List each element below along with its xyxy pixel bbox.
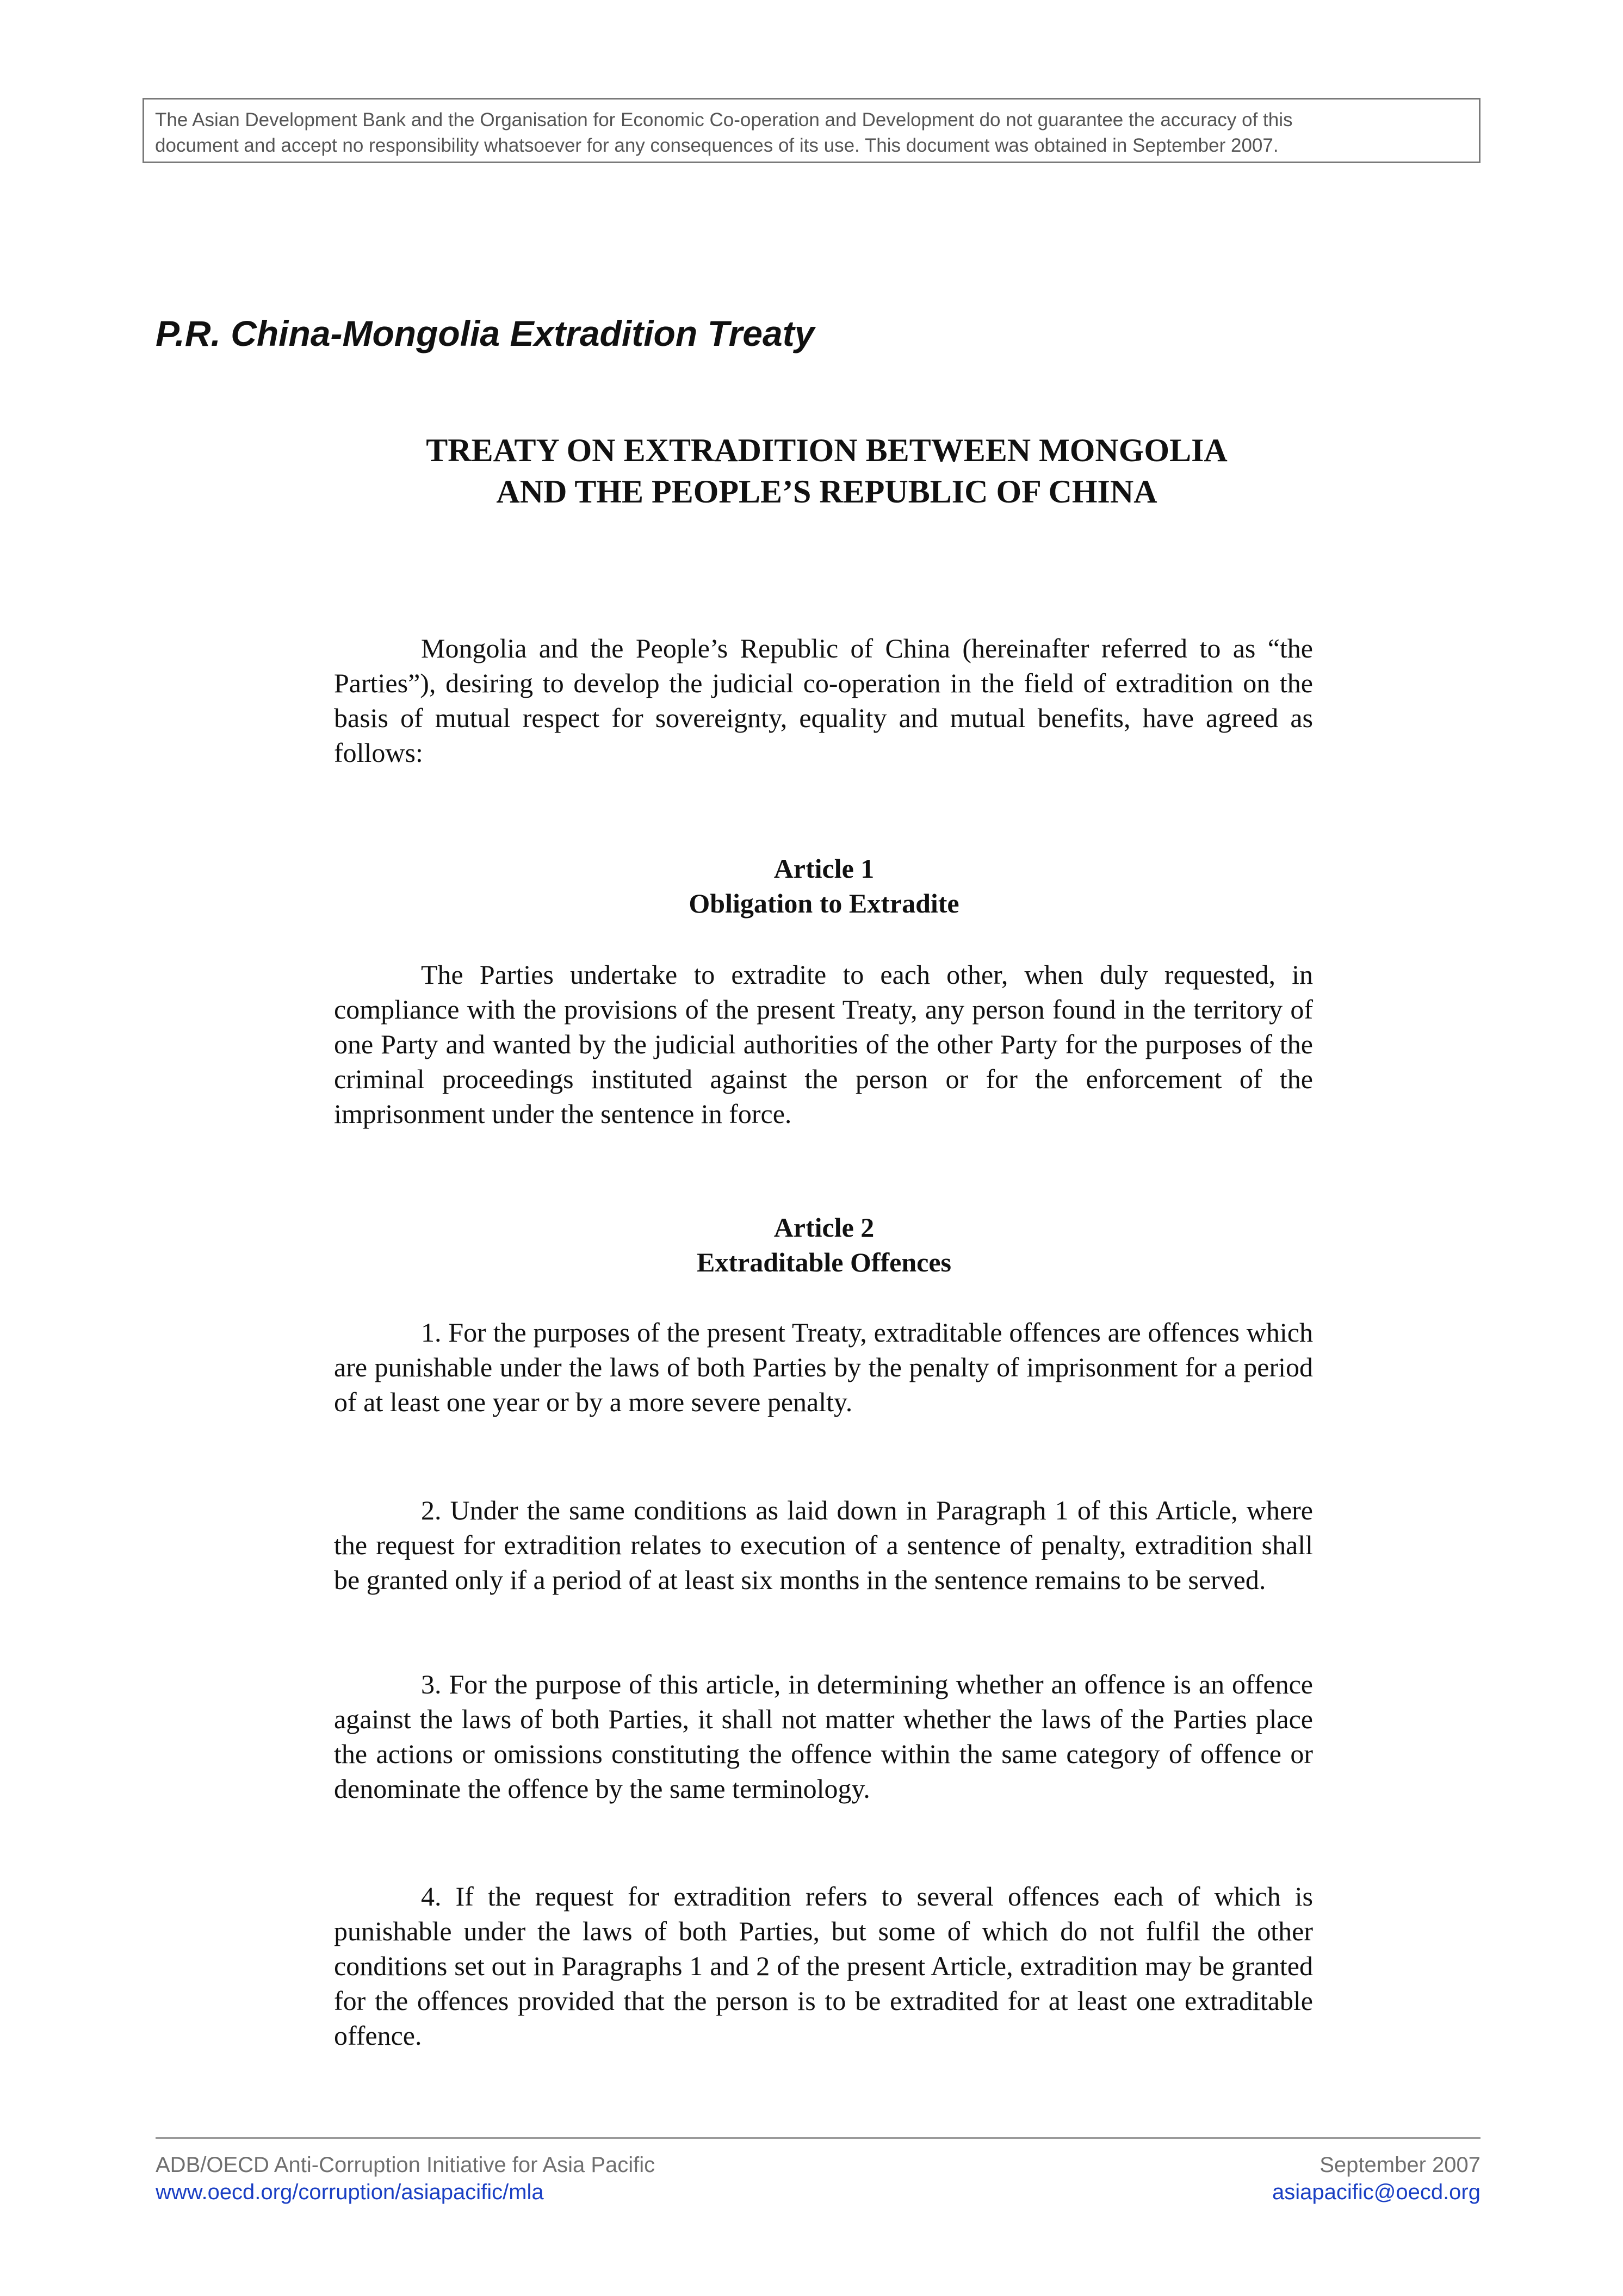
article-1-title: Obligation to Extradite xyxy=(689,888,959,919)
article-2-paragraph-1 xyxy=(334,1315,1313,1419)
article-2-title: Extraditable Offences xyxy=(697,1247,951,1277)
article-2-paragraph-2-text: 2. Under the same conditions as laid down in Paragraph 1 of this Article, where the request for extradition relates to execution of a sentence of penalty, extradition shall be granted only if a period of at least six months in the sentence remains to be served. xyxy=(334,1495,1313,1595)
treaty-title xyxy=(283,430,1371,512)
footer-divider xyxy=(156,2137,1480,2139)
disclaimer-box xyxy=(143,98,1480,163)
footer-date: September 2007 xyxy=(1320,2153,1480,2177)
footer-initiative-name: ADB/OECD Anti-Corruption Initiative for Asia Pacific xyxy=(156,2153,655,2177)
footer-email-link[interactable]: asiapacific@oecd.org xyxy=(1272,2180,1480,2204)
footer-right xyxy=(1272,2151,1480,2206)
article-2-paragraph-1-text: 1. For the purposes of the present Treaty, extraditable offences are offences which are punishable under the laws of both Parties by the penalty of imprisonment for a period of at least one year or by a more severe penalty. xyxy=(334,1317,1313,1417)
preamble-paragraph xyxy=(334,631,1313,770)
disclaimer-line-1: The Asian Development Bank and the Organisation for Economic Co-operation and Development do not guarantee the accuracy of this xyxy=(155,109,1293,131)
article-2-paragraph-3-text: 3. For the purpose of this article, in determining whether an offence is an offence against the laws of both Parties, it shall not matter whether the laws of the Parties place the actions or omissions constituting the offence within the same category of offence or denominate the offence by the same terminology. xyxy=(334,1669,1313,1804)
article-2-heading xyxy=(544,1210,1104,1280)
treaty-title-line-2: AND THE PEOPLE’S REPUBLIC OF CHINA xyxy=(496,474,1157,510)
article-2-number: Article 2 xyxy=(773,1212,875,1243)
document-heading: P.R. China-Mongolia Extradition Treaty xyxy=(156,313,815,353)
article-2-paragraph-4 xyxy=(334,1879,1313,2053)
footer-website-link[interactable]: www.oecd.org/corruption/asiapacific/mla xyxy=(156,2180,544,2204)
preamble-text: Mongolia and the People’s Republic of China (hereinafter referred to as “the Parties”), desiring to develop the judicial co-operation in the field of extradition on the basis of mutual respect for sovereignty, equality and mutual benefits, have agreed as follows: xyxy=(334,633,1313,768)
treaty-title-line-1: TREATY ON EXTRADITION BETWEEN MONGOLIA xyxy=(426,432,1228,468)
article-2-paragraph-3 xyxy=(334,1667,1313,1806)
article-2-paragraph-4-text: 4. If the request for extradition refers to several offences each of which is punishable under the laws of both Parties, but some of which do not fulfil the other conditions set out in Paragraphs 1 and 2 of the present Article, extradition may be granted for the offences provided that the person is to be extradited for at least one extraditable offence. xyxy=(334,1881,1313,2051)
article-1-number: Article 1 xyxy=(773,853,875,884)
disclaimer-line-2: document and accept no responsibility whatsoever for any consequences of its use. This document was obtained in September 2007. xyxy=(155,135,1279,156)
article-1-text: The Parties undertake to extradite to each other, when duly requested, in compliance with the provisions of the present Treaty, any person found in the territory of one Party and wanted by the judicial authorities of the other Party for the purposes of the criminal proceedings instituted against the person or for the enforcement of the imprisonment under the sentence in force. xyxy=(334,959,1313,1129)
footer-left xyxy=(156,2151,655,2206)
article-1-paragraph xyxy=(334,957,1313,1131)
article-1-heading xyxy=(544,851,1104,921)
article-2-paragraph-2 xyxy=(334,1493,1313,1597)
